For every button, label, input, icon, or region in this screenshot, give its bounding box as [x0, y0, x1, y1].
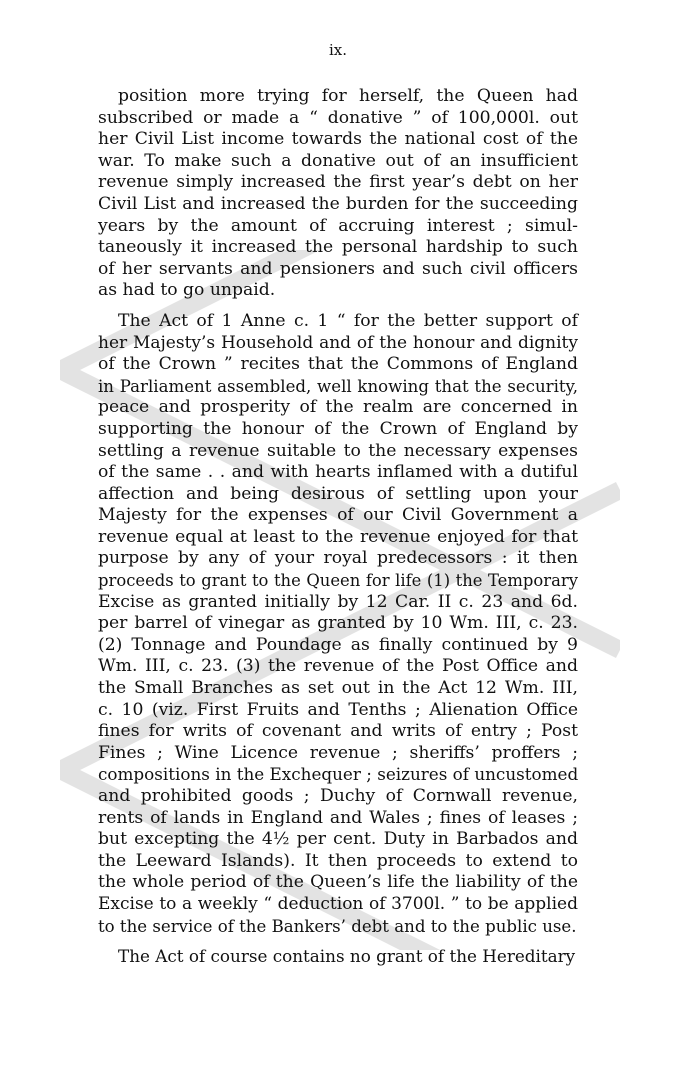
text-line: revenue equal at least to the revenue enjoyed for that — [98, 526, 578, 547]
text-line: fines for writs of covenant and writs of entry ; Post — [98, 721, 578, 742]
text-line: as had to go unpaid. — [98, 280, 276, 301]
text-line: war. To make such a donative out of an insufficient — [98, 150, 578, 171]
text-line: rents of lands in England and Wales ; fines of leases ; — [98, 807, 578, 828]
text-line: settling a revenue suitable to the necessary expenses — [98, 440, 578, 461]
text-line: in Parliament assembled, well knowing that the security, — [98, 376, 578, 396]
page-number: ix. — [328, 41, 348, 59]
text-line: the Leeward Islands). It then proceeds to extend to — [98, 850, 578, 871]
text-line: Majesty for the expenses of our Civil Government a — [98, 505, 578, 526]
text-line: position more trying for herself, the Queen had — [118, 86, 578, 106]
text-line: the whole period of the Queen’s life the liability of the — [98, 872, 578, 893]
text-line: c. 10 (viz. First Fruits and Tenths ; Alienation Office — [98, 699, 578, 720]
text-line: Excise to a weekly “ deduction of 3700l. ” to be applied — [98, 893, 578, 914]
text-line: revenue simply increased the first year’s debt on her — [98, 172, 578, 193]
text-line: affection and being desirous of settling upon your — [98, 483, 578, 504]
text-line: Civil List and increased the burden for the succeeding — [98, 193, 578, 214]
text-line: of the same . . and with hearts inflamed with a dutiful — [98, 462, 578, 483]
text-line: supporting the honour of the Crown of England by — [98, 418, 578, 439]
body-text — [98, 86, 578, 968]
text-line: her Civil List income towards the national cost of the — [98, 129, 578, 150]
text-line: Fines ; Wine Licence revenue ; sheriffs’ proffers ; — [98, 742, 578, 763]
text-line: but excepting the 4½ per cent. Duty in Barbados and — [98, 829, 578, 850]
paragraph — [98, 86, 578, 302]
text-line: the Small Branches as set out in the Act 12 Wm. III, — [98, 678, 578, 699]
text-line: subscribed or made a “ donative ” of 100,000l. out — [98, 107, 578, 128]
text-line: purpose by any of your royal predecessors : it then — [98, 548, 578, 569]
text-line: per barrel of vinegar as granted by 10 Wm. III, c. 23. — [98, 613, 578, 634]
text-line: of the Crown ” recites that the Commons of England — [98, 354, 578, 375]
text-line: Excise as granted initially by 12 Car. II c. 23 and 6d. — [98, 591, 578, 612]
text-line: Wm. III, c. 23. (3) the revenue of the Post Office and — [98, 656, 578, 677]
text-line: peace and prosperity of the realm are concerned in — [98, 397, 578, 418]
text-line: proceeds to grant to the Queen for life (1) the Temporary — [98, 571, 578, 591]
document-page — [98, 40, 578, 977]
text-line: (2) Tonnage and Poundage as finally continued by 9 — [98, 634, 578, 655]
text-line: The Act of 1 Anne c. 1 “ for the better support of — [118, 310, 578, 331]
text-line: The Act of course contains no grant of the Hereditary — [118, 946, 576, 967]
text-line: taneously it increased the personal hardship to such — [98, 237, 578, 258]
text-line: compositions in the Exchequer ; seizures of uncustomed — [98, 764, 579, 785]
text-line: and prohibited goods ; Duchy of Cornwall revenue, — [98, 786, 578, 806]
paragraph — [98, 946, 578, 968]
text-line: of her servants and pensioners and such civil officers — [98, 258, 578, 279]
text-line: years by the amount of accruing interest ; simul- — [98, 215, 578, 236]
paragraph — [98, 311, 578, 937]
text-line: her Majesty’s Household and of the honour and dignity — [98, 332, 578, 353]
text-line: to the service of the Bankers’ debt and to the public use. — [98, 916, 577, 936]
